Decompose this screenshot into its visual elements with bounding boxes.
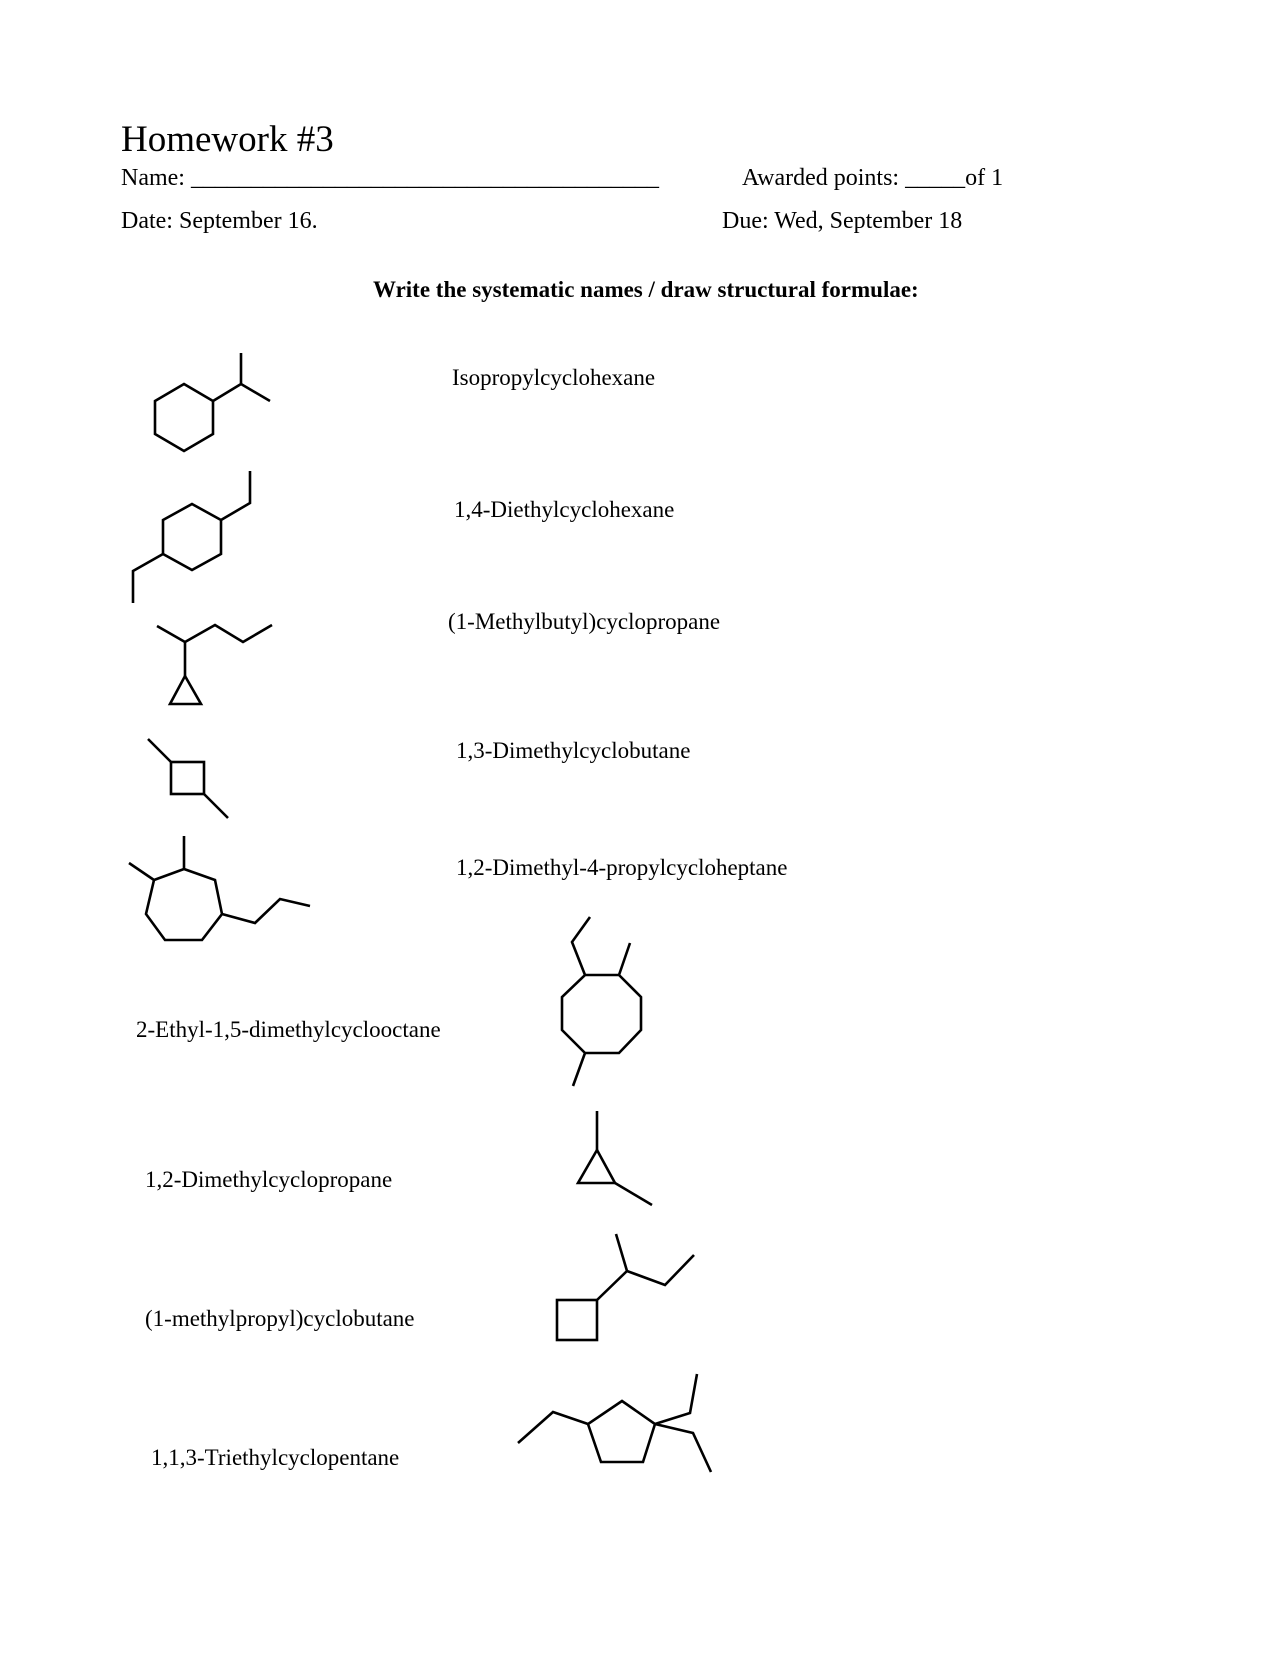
compound-name-4: 1,3-Dimethylcyclobutane xyxy=(456,738,691,763)
due-date-line: Due: Wed, September 18 xyxy=(722,208,963,234)
awarded-points-line: Awarded points: _____of 1 xyxy=(742,165,1004,191)
date-line: Date: September 16. xyxy=(121,208,318,234)
compound-name-6: 2-Ethyl-1,5-dimethylcyclooctane xyxy=(136,1017,441,1042)
compound-name-9: 1,1,3-Triethylcyclopentane xyxy=(151,1445,400,1470)
instructions-heading: Write the systematic names / draw structural formulae: xyxy=(373,277,919,302)
compound-name-8: (1-methylpropyl)cyclobutane xyxy=(145,1306,415,1331)
compound-name-7: 1,2-Dimethylcyclopropane xyxy=(145,1167,393,1192)
compound-name-3: (1-Methylbutyl)cyclopropane xyxy=(448,609,721,634)
structure-1-1-3-triethylcyclopentane xyxy=(0,0,1,1)
page-title: Homework #3 xyxy=(121,119,334,160)
name-field-line: Name: _______________________________________ xyxy=(121,165,659,191)
compound-name-5: 1,2-Dimethyl-4-propylcycloheptane xyxy=(456,855,788,880)
compound-name-1: Isopropylcyclohexane xyxy=(452,365,656,390)
compound-name-2: 1,4-Diethylcyclohexane xyxy=(454,497,675,522)
